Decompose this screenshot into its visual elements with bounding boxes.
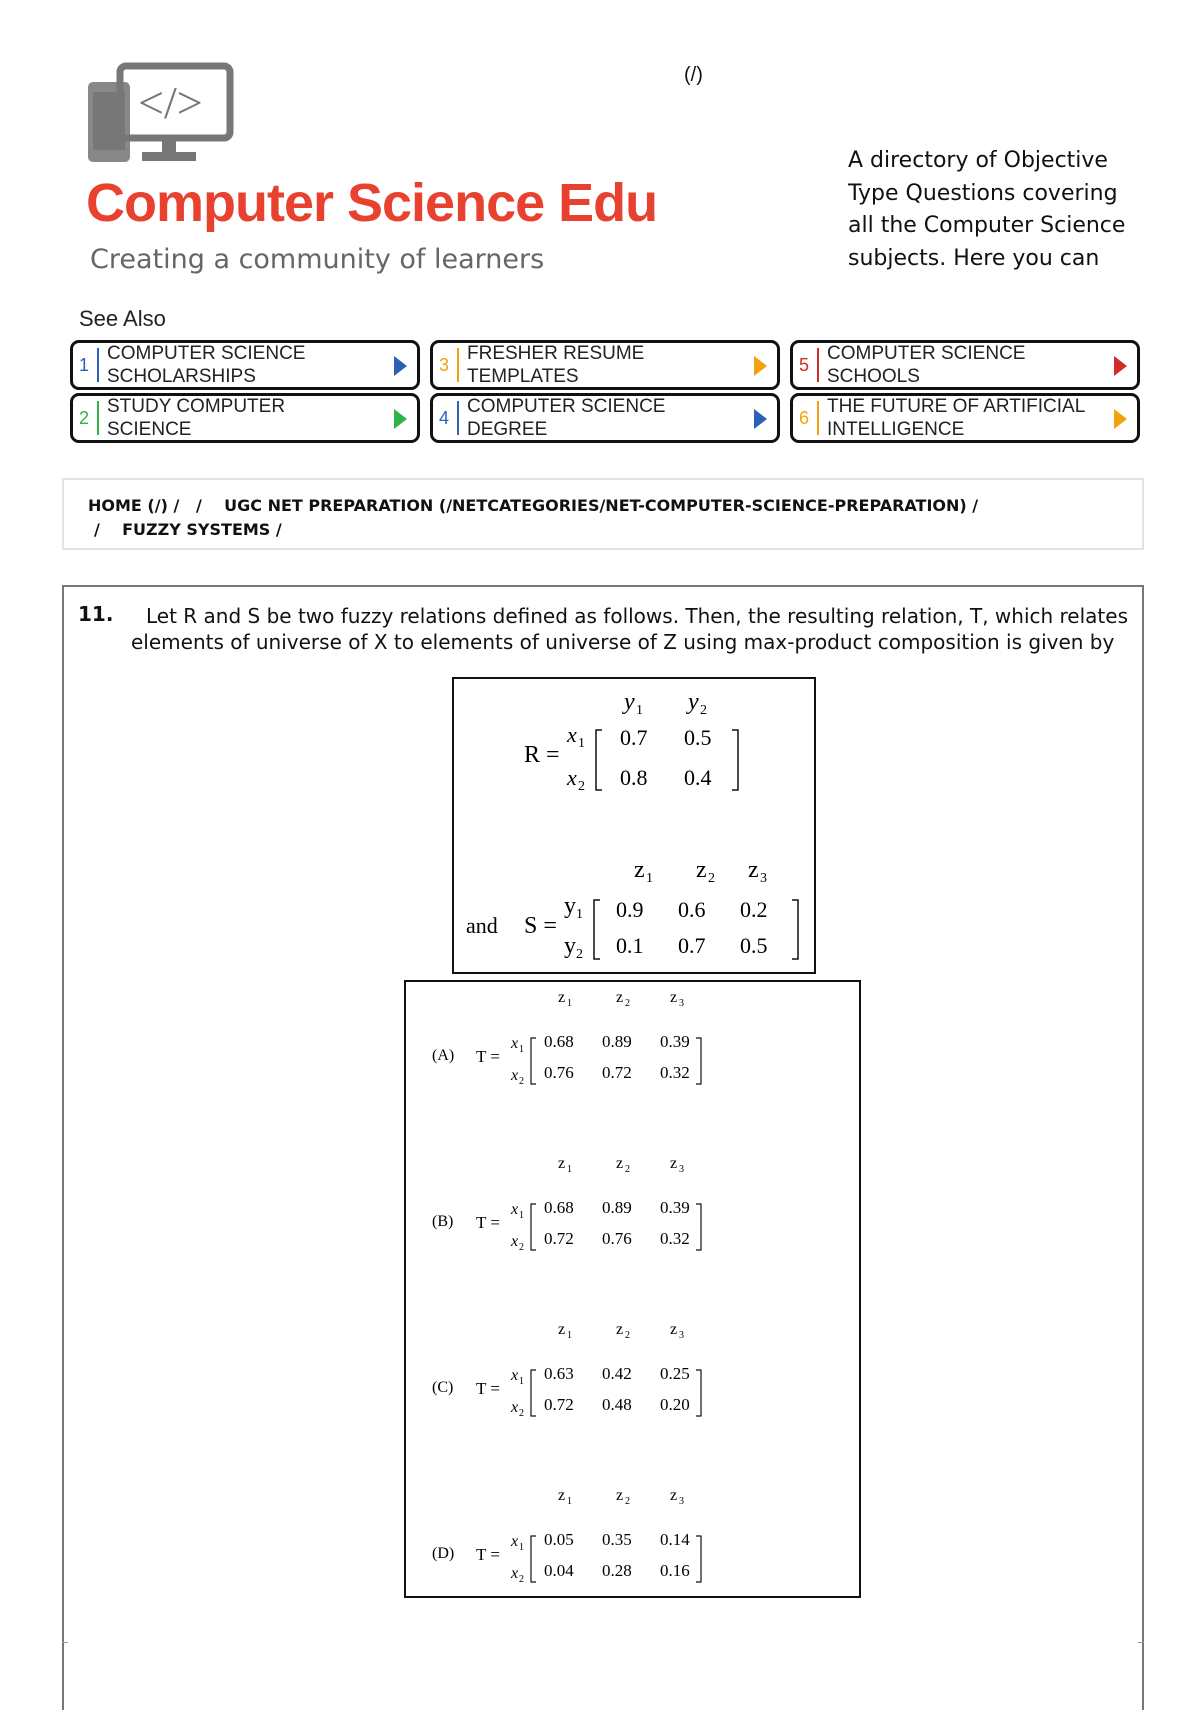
see-also-item[interactable] (430, 393, 780, 443)
item-label: COMPUTER SCIENCE SCHOLARSHIPS (107, 343, 306, 387)
breadcrumb-line-1[interactable]: HOME (/) / / UGC NET PREPARATION (/NETCATEGORIES/NET-COMPUTER-SCIENCE-PREPARATION) / (88, 496, 979, 515)
home-link[interactable]: (/) (684, 64, 703, 86)
col-sub: 3 (679, 1496, 684, 1507)
col-sub: 1 (567, 1164, 572, 1175)
col-label: z (670, 989, 678, 1006)
r-col-sub: 2 (700, 703, 707, 718)
play-arrow-icon (754, 409, 767, 429)
s-cell: 0.6 (678, 897, 706, 922)
t-label: T = (476, 1379, 500, 1398)
row-label: x (511, 1035, 519, 1052)
matrix-cell: 0.14 (660, 1530, 690, 1549)
row-sub: 1 (519, 1210, 524, 1221)
r-col-sub: 1 (636, 703, 643, 718)
footer-mark (62, 1642, 68, 1643)
item-number: 4 (439, 408, 450, 428)
matrix-cell: 0.76 (544, 1063, 574, 1082)
s-row-sub: 2 (576, 947, 583, 962)
col-sub: 1 (567, 998, 572, 1009)
matrix-cell: 0.72 (602, 1063, 632, 1082)
matrix-cell: 0.04 (544, 1561, 574, 1580)
matrix-cell: 0.20 (660, 1395, 690, 1414)
breadcrumb-line-2[interactable]: / FUZZY SYSTEMS / (94, 520, 282, 539)
item-number: 1 (79, 355, 90, 375)
matrix-cell: 0.32 (660, 1063, 690, 1082)
col-label: z (670, 1487, 678, 1504)
r-cell: 0.8 (620, 765, 648, 790)
item-label: FRESHER RESUME TEMPLATES (467, 343, 645, 387)
s-cell: 0.5 (740, 933, 768, 958)
col-label: z (616, 1321, 624, 1338)
r-cell: 0.4 (684, 765, 712, 790)
col-label: z (558, 1155, 566, 1172)
matrix-cell: 0.42 (602, 1364, 632, 1383)
item-label: STUDY COMPUTER SCIENCE (107, 396, 286, 440)
r-label: R = (524, 742, 560, 768)
s-label: S = (524, 913, 557, 939)
question-text-continued: elements of universe of X to elements of universe of Z using max-product composition is given by (131, 630, 1115, 654)
option-label: (A) (432, 1047, 455, 1064)
matrix-cell: 0.72 (544, 1229, 574, 1248)
item-divider (97, 348, 99, 382)
see-also-item[interactable] (790, 393, 1140, 443)
col-sub: 2 (625, 1496, 630, 1507)
option-label: (B) (432, 1213, 454, 1230)
r-row-label: x (567, 765, 577, 790)
s-row-sub: 1 (576, 907, 583, 922)
site-description: A directory of Objective Type Questions covering all the Computer Science subjects. Here you can (848, 148, 1126, 271)
relations-figure (452, 677, 816, 974)
col-label: z (670, 1155, 678, 1172)
s-col-label: z (696, 857, 707, 883)
col-sub: 3 (679, 1330, 684, 1341)
play-arrow-icon (1114, 356, 1127, 376)
row-label: x (511, 1233, 519, 1250)
col-sub: 2 (625, 998, 630, 1009)
s-and: and (466, 913, 498, 938)
col-label: z (558, 1487, 566, 1504)
col-label: z (670, 1321, 678, 1338)
col-sub: 3 (679, 998, 684, 1009)
see-also-item[interactable] (790, 340, 1140, 390)
item-label: THE FUTURE OF ARTIFICIAL INTELLIGENCE (827, 396, 1085, 440)
col-label: z (558, 989, 566, 1006)
matrix-cell: 0.68 (544, 1032, 574, 1051)
col-label: z (616, 989, 624, 1006)
s-col-sub: 2 (708, 871, 715, 886)
col-sub: 1 (567, 1496, 572, 1507)
matrix-cell: 0.76 (602, 1229, 632, 1248)
matrix-cell: 0.68 (544, 1198, 574, 1217)
col-label: z (616, 1155, 624, 1172)
matrix-cell: 0.25 (660, 1364, 690, 1383)
row-sub: 2 (519, 1076, 524, 1087)
col-sub: 3 (679, 1164, 684, 1175)
row-sub: 2 (519, 1574, 524, 1585)
col-sub: 2 (625, 1164, 630, 1175)
col-label: z (558, 1321, 566, 1338)
matrix-cell: 0.63 (544, 1364, 574, 1383)
see-also-item[interactable] (430, 340, 780, 390)
item-divider (817, 348, 819, 382)
t-label: T = (476, 1047, 500, 1066)
row-label: x (511, 1399, 519, 1416)
see-also-title: See Also (79, 306, 166, 331)
r-col-label: y (624, 689, 635, 715)
brand-tagline: Creating a community of learners (90, 244, 545, 275)
s-col-label: z (634, 857, 645, 883)
logo-icon (86, 62, 236, 172)
row-label: x (511, 1533, 519, 1550)
item-divider (457, 348, 459, 382)
s-cell: 0.2 (740, 897, 768, 922)
t-label: T = (476, 1545, 500, 1564)
r-col-label: y (688, 689, 699, 715)
see-also-item[interactable] (70, 393, 420, 443)
item-label: COMPUTER SCIENCE SCHOOLS (827, 343, 1026, 387)
matrix-cell: 0.39 (660, 1032, 690, 1051)
s-row-label: y (564, 933, 576, 959)
row-sub: 2 (519, 1242, 524, 1253)
item-divider (457, 401, 459, 435)
col-sub: 2 (625, 1330, 630, 1341)
matrix-cell: 0.39 (660, 1198, 690, 1217)
row-label: x (511, 1067, 519, 1084)
option-label: (C) (432, 1379, 454, 1396)
s-row-label: y (564, 893, 576, 919)
option-label: (D) (432, 1545, 455, 1562)
row-label: x (511, 1367, 519, 1384)
matrix-cell: 0.32 (660, 1229, 690, 1248)
matrix-cell: 0.89 (602, 1198, 632, 1217)
s-col-sub: 3 (760, 871, 767, 886)
matrix-cell: 0.89 (602, 1032, 632, 1051)
col-sub: 1 (567, 1330, 572, 1341)
row-label: x (511, 1565, 519, 1582)
item-number: 2 (79, 408, 90, 428)
item-number: 3 (439, 355, 450, 375)
t-label: T = (476, 1213, 500, 1232)
item-number: 5 (799, 355, 810, 375)
col-label: z (616, 1487, 624, 1504)
r-cell: 0.7 (620, 725, 648, 750)
r-row-label: x (567, 722, 577, 747)
r-row-sub: 2 (578, 779, 585, 794)
play-arrow-icon (754, 356, 767, 376)
brand-title[interactable]: Computer Science Edu (86, 173, 658, 233)
row-sub: 1 (519, 1376, 524, 1387)
matrix-cell: 0.28 (602, 1561, 632, 1580)
matrix-cell: 0.48 (602, 1395, 632, 1414)
footer-mark (1138, 1642, 1144, 1643)
question-number: 11. (78, 602, 114, 626)
s-cell: 0.9 (616, 897, 644, 922)
row-sub: 2 (519, 1408, 524, 1419)
s-cell: 0.7 (678, 933, 706, 958)
item-divider (817, 401, 819, 435)
r-row-sub: 1 (578, 736, 585, 751)
question-text: Let R and S be two fuzzy relations defined as follows. Then, the resulting relation, T, which relates (146, 604, 1128, 628)
options-figure (404, 980, 861, 1598)
item-number: 6 (799, 408, 810, 428)
play-arrow-icon (394, 356, 407, 376)
play-arrow-icon (1114, 409, 1127, 429)
svg-text:</>: </> (138, 77, 203, 128)
row-sub: 1 (519, 1044, 524, 1055)
s-col-sub: 1 (646, 871, 653, 886)
play-arrow-icon (394, 409, 407, 429)
r-cell: 0.5 (684, 725, 712, 750)
row-sub: 1 (519, 1542, 524, 1553)
matrix-cell: 0.35 (602, 1530, 632, 1549)
item-label: COMPUTER SCIENCE DEGREE (467, 396, 666, 440)
see-also-item[interactable] (70, 340, 420, 390)
matrix-cell: 0.72 (544, 1395, 574, 1414)
matrix-cell: 0.16 (660, 1561, 690, 1580)
item-divider (97, 401, 99, 435)
matrix-cell: 0.05 (544, 1530, 574, 1549)
s-col-label: z (748, 857, 759, 883)
row-label: x (511, 1201, 519, 1218)
s-cell: 0.1 (616, 933, 644, 958)
